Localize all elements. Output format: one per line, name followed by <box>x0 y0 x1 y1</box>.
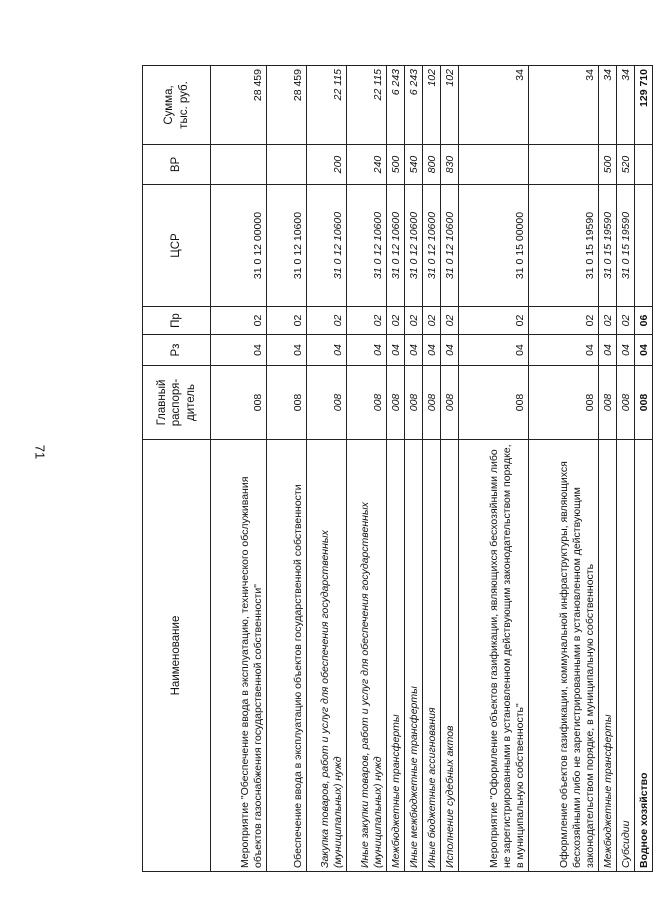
cell-sum: 28 459 <box>267 66 307 145</box>
table-row <box>459 66 529 872</box>
budget-table-rotated <box>142 66 650 872</box>
cell-vr <box>211 145 267 185</box>
cell-pr: 02 <box>307 307 347 335</box>
header-pr: Пр <box>143 307 211 335</box>
page-number: 71 <box>32 444 48 460</box>
cell-pr: 02 <box>267 307 307 335</box>
cell-sum: 34 <box>529 66 599 145</box>
cell-rz: 04 <box>441 335 459 366</box>
cell-csr: 31 0 12 00000 <box>211 185 267 307</box>
table-row <box>617 66 635 872</box>
cell-pr: 02 <box>599 307 617 335</box>
cell-name: Иные межбюджетные трансферты <box>405 440 423 872</box>
cell-vr <box>267 145 307 185</box>
cell-vr: 500 <box>387 145 405 185</box>
cell-name: Иные бюджетные ассигнования <box>423 440 441 872</box>
cell-vr: 540 <box>405 145 423 185</box>
cell-admin: 008 <box>441 366 459 440</box>
table-row <box>599 66 617 872</box>
cell-name: Иные закупки товаров, работ и услуг для обеспечения государственных (муниципальных) нужд <box>347 440 387 872</box>
table-row <box>211 66 267 872</box>
cell-rz: 04 <box>529 335 599 366</box>
cell-sum: 6 243 <box>387 66 405 145</box>
cell-csr: 31 0 12 10600 <box>307 185 347 307</box>
cell-csr <box>635 185 653 307</box>
cell-vr: 800 <box>423 145 441 185</box>
table-row <box>347 66 387 872</box>
cell-vr: 830 <box>441 145 459 185</box>
cell-rz: 04 <box>307 335 347 366</box>
table-row <box>423 66 441 872</box>
cell-admin: 008 <box>347 366 387 440</box>
cell-rz: 04 <box>211 335 267 366</box>
table-body <box>211 66 653 872</box>
cell-sum: 102 <box>441 66 459 145</box>
cell-vr: 520 <box>617 145 635 185</box>
cell-name: Мероприятие "Обеспечение ввода в эксплуатацию, технического обслуживания объектов газоснабжения государственной собственности" <box>211 440 267 872</box>
cell-rz: 04 <box>599 335 617 366</box>
cell-admin: 008 <box>307 366 347 440</box>
cell-pr: 02 <box>617 307 635 335</box>
cell-rz: 04 <box>635 335 653 366</box>
cell-rz: 04 <box>347 335 387 366</box>
cell-sum: 6 243 <box>405 66 423 145</box>
cell-rz: 04 <box>405 335 423 366</box>
cell-sum: 28 459 <box>211 66 267 145</box>
cell-name: Исполнение судебных актов <box>441 440 459 872</box>
header-admin <box>143 366 211 440</box>
header-sum <box>143 66 211 145</box>
cell-rz: 04 <box>423 335 441 366</box>
header-admin-line: Главный <box>155 379 168 426</box>
cell-csr: 31 0 12 10600 <box>267 185 307 307</box>
header-name: Наименование <box>143 440 211 872</box>
cell-csr: 31 0 12 10600 <box>387 185 405 307</box>
table-header-row <box>143 66 211 872</box>
cell-admin: 008 <box>387 366 405 440</box>
cell-pr: 02 <box>405 307 423 335</box>
cell-csr: 31 0 15 19590 <box>599 185 617 307</box>
cell-sum: 34 <box>459 66 529 145</box>
table-row <box>267 66 307 872</box>
cell-pr: 06 <box>635 307 653 335</box>
cell-pr: 02 <box>347 307 387 335</box>
cell-admin: 008 <box>617 366 635 440</box>
cell-vr <box>529 145 599 185</box>
cell-admin: 008 <box>529 366 599 440</box>
cell-pr: 02 <box>529 307 599 335</box>
cell-vr <box>459 145 529 185</box>
cell-admin: 008 <box>405 366 423 440</box>
cell-csr: 31 0 12 10600 <box>405 185 423 307</box>
cell-csr: 31 0 15 00000 <box>459 185 529 307</box>
table-row <box>441 66 459 872</box>
cell-admin: 008 <box>599 366 617 440</box>
cell-pr: 02 <box>211 307 267 335</box>
cell-sum: 102 <box>423 66 441 145</box>
cell-pr: 02 <box>441 307 459 335</box>
header-sum-line: тыс. руб. <box>177 81 190 129</box>
cell-vr: 200 <box>307 145 347 185</box>
cell-vr: 500 <box>599 145 617 185</box>
cell-csr: 31 0 12 10600 <box>423 185 441 307</box>
table-row <box>405 66 423 872</box>
cell-rz: 04 <box>617 335 635 366</box>
cell-sum: 22 115 <box>347 66 387 145</box>
cell-name: Межбюджетные трансферты <box>599 440 617 872</box>
cell-name: Межбюджетные трансферты <box>387 440 405 872</box>
cell-sum: 129 710 <box>635 66 653 145</box>
cell-pr: 02 <box>423 307 441 335</box>
cell-name: Закупка товаров, работ и услуг для обеспечения государственных (муниципальных) нужд <box>307 440 347 872</box>
cell-sum: 34 <box>599 66 617 145</box>
cell-admin: 008 <box>459 366 529 440</box>
cell-pr: 02 <box>387 307 405 335</box>
cell-rz: 04 <box>387 335 405 366</box>
budget-table <box>142 65 653 872</box>
header-admin-line: распоря- <box>170 378 183 427</box>
table-row <box>307 66 347 872</box>
header-sum-line: Сумма, <box>163 85 176 125</box>
table-row <box>635 66 653 872</box>
cell-csr: 31 0 15 19590 <box>529 185 599 307</box>
cell-name: Водное хозяйство <box>635 440 653 872</box>
cell-name: Оформление объектов газификации, коммунальной инфраструктуры, являющихся бесхозяйными либо не зарегистрированными в установленном действующим законодательством порядке, в муниципальную собственность <box>529 440 599 872</box>
cell-rz: 04 <box>459 335 529 366</box>
cell-admin: 008 <box>211 366 267 440</box>
table-row <box>529 66 599 872</box>
cell-admin: 008 <box>423 366 441 440</box>
cell-sum: 34 <box>617 66 635 145</box>
header-vr: ВР <box>143 145 211 185</box>
cell-rz: 04 <box>267 335 307 366</box>
cell-sum: 22 115 <box>307 66 347 145</box>
cell-name: Обеспечение ввода в эксплуатацию объектов государственной собственности <box>267 440 307 872</box>
cell-admin: 008 <box>267 366 307 440</box>
cell-admin: 008 <box>635 366 653 440</box>
header-admin-line: дитель <box>184 384 197 421</box>
cell-csr: 31 0 12 10600 <box>441 185 459 307</box>
cell-csr: 31 0 12 10600 <box>347 185 387 307</box>
cell-vr <box>635 145 653 185</box>
cell-name: Мероприятие "Оформление объектов газификации, являющихся бесхозяйными либо не зарегистрированными в установленном действующим законодательством порядке, в муниципальную собственность" <box>459 440 529 872</box>
cell-pr: 02 <box>459 307 529 335</box>
cell-name: Субсидии <box>617 440 635 872</box>
cell-vr: 240 <box>347 145 387 185</box>
header-csr: ЦСР <box>143 185 211 307</box>
table-row <box>387 66 405 872</box>
cell-csr: 31 0 15 19590 <box>617 185 635 307</box>
header-rz: Рз <box>143 335 211 366</box>
